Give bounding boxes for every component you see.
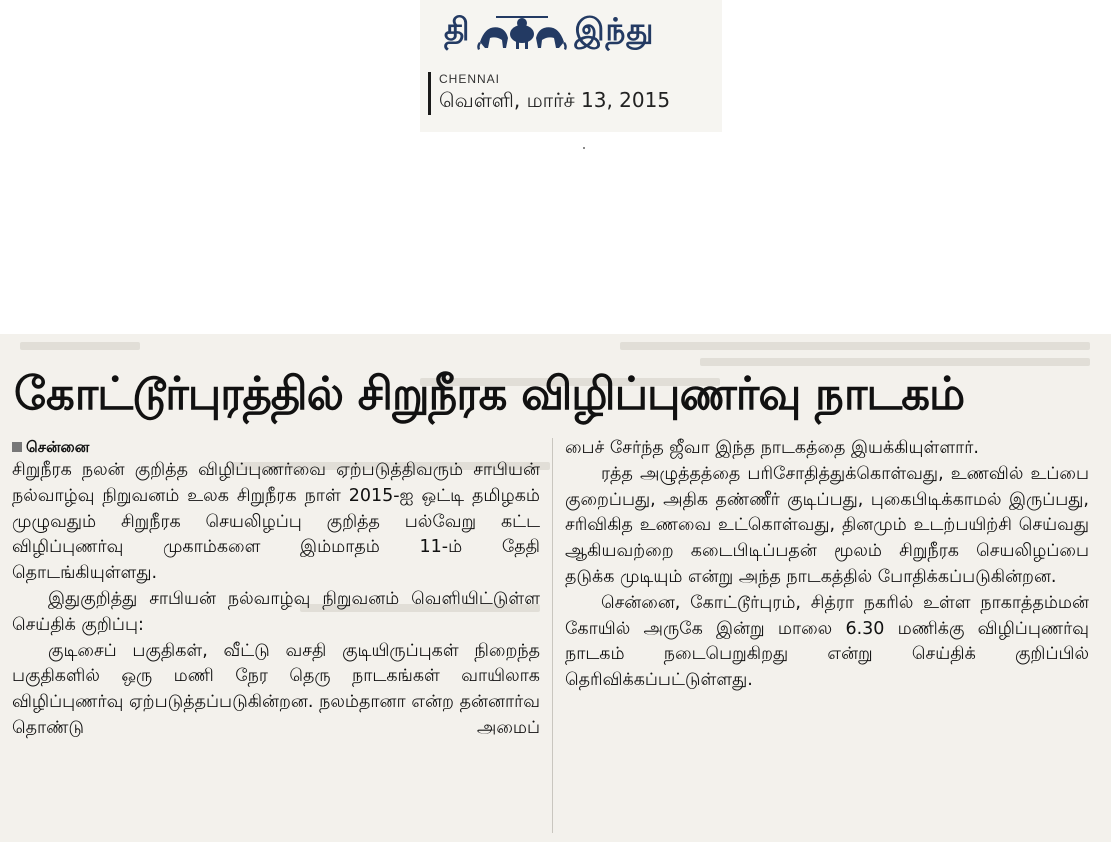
dateline-square-icon [12, 442, 22, 452]
column-divider [552, 438, 553, 833]
elephant-emblem-icon [476, 12, 568, 52]
article-paragraph: இதுகுறித்து சாபியன் நல்வாழ்வு நிறுவனம் வெளியிட்டுள்ள செய்திக் குறிப்பு: [12, 588, 540, 635]
article-paragraph: சென்னை, கோட்டூர்புரம், சித்ரா நகரில் உள்ள நாகாத்தம்மன் கோயில் அருகே இன்று மாலை 6.30 மணிக்கு விழிப்புணர்வு நாடகம் நடைபெறுகிறது என்று செய்திக் குறிப்பில் தெரிவிக்கப்பட்டுள்ளது. [565, 592, 1089, 691]
masthead [420, 0, 722, 132]
article-column-left [12, 436, 540, 742]
newspaper-logo [444, 10, 654, 54]
edition-date: வெள்ளி, மார்ச் 13, 2015 [439, 88, 671, 112]
article-headline: கோட்டூர்புரத்தில் சிறுநீரக விழிப்புணர்வு நாடகம் [14, 367, 965, 420]
bleed-through-text [20, 342, 140, 350]
speck-dot [583, 147, 585, 149]
dateline [12, 436, 540, 458]
edition-date-box [428, 72, 670, 115]
logo-text-right: இந்து [574, 12, 655, 48]
dateline-text: சென்னை [26, 438, 90, 456]
edition-city: CHENNAI [439, 72, 501, 86]
article-paragraph: பைச் சேர்ந்த ஜீவா இந்த நாடகத்தை இயக்கியுள்ளார். [565, 438, 979, 458]
article-clipping [0, 334, 1111, 842]
article-paragraph: சிறுநீரக நலன் குறித்த விழிப்புணர்வை ஏற்படுத்திவரும் சாபியன் நல்வாழ்வு நிறுவனம் உலக சிறுநீரக நாள் 2015-ஐ ஒட்டி தமிழகம் முழுவதும் சிறுநீரக செயலிழப்பு குறித்த பல்வேறு கட்ட விழிப்புணர்வு முகாம்களை இம்மாதம் 11-ம் தேதி தொடங்கியுள்ளது. [12, 460, 540, 584]
article-paragraph: குடிசைப் பகுதிகள், வீட்டு வசதி குடியிருப்புகள் நிறைந்த பகுதிகளில் ஒரு மணி நேர தெரு நாடகங்கள் வாயிலாக விழிப்புணர்வு ஏற்படுத்தப்படுகின்றன. நலம்தானா என்ற தன்னார்வ தொண்டு அமைப் [12, 640, 540, 738]
article-column-right [565, 436, 1089, 694]
article-paragraph: ரத்த அழுத்தத்தை பரிசோதித்துக்கொள்வது, உணவில் உப்பை குறைப்பது, அதிக தண்ணீர் குடிப்பது, புகைபிடிக்காமல் இருப்பது, சரிவிகித உணவை உட்கொள்வது, தினமும் உடற்பயிற்சி செய்வது ஆகியவற்றை கடைபிடிப்பதன் மூலம் சிறுநீரக செயலிழப்பை தடுக்க முடியும் என்று அந்த நாடகத்தில் போதிக்கப்படுகின்றன. [565, 463, 1089, 587]
bleed-through-text [620, 342, 1090, 350]
logo-text-left: தி [444, 12, 471, 48]
